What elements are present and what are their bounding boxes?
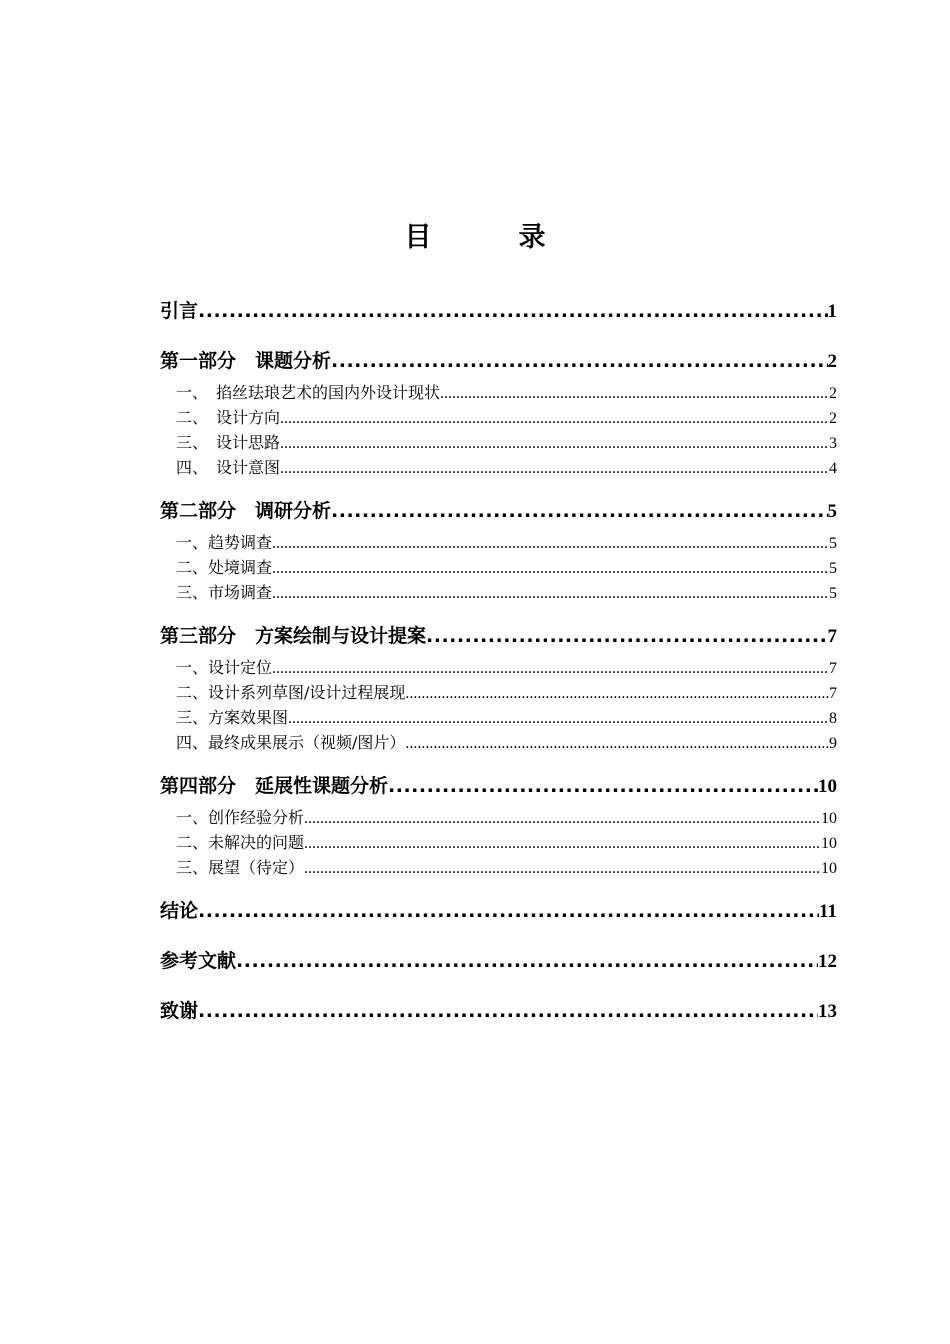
toc-entry-label: 引言	[160, 300, 199, 322]
toc-subentry-label: 三、市场调查	[176, 583, 273, 602]
dot-leader	[272, 656, 829, 680]
toc-entry-label: 第一部分 课题分析	[160, 350, 332, 372]
toc-subentry-label: 一、设计定位	[176, 658, 273, 677]
dot-leader	[304, 806, 821, 830]
toc-subentry-label: 二、 设计方向	[176, 408, 281, 427]
toc-subentry-label: 三、展望（待定）	[176, 858, 305, 877]
dot-leader	[405, 681, 829, 705]
dot-leader	[272, 531, 829, 555]
toc-subentry[interactable]	[160, 730, 837, 755]
toc-subentry[interactable]	[160, 430, 837, 455]
toc-entry-part-1[interactable]	[160, 342, 837, 380]
toc-subentry-page: 9	[829, 735, 837, 752]
dot-leader	[331, 342, 827, 380]
toc-entry-introduction[interactable]	[160, 292, 837, 330]
toc-entry-page: 2	[827, 351, 837, 372]
toc-subentry-page: 7	[829, 685, 837, 702]
toc-subentry-label: 二、处境调查	[176, 558, 273, 577]
toc-entry-page: 1	[827, 301, 837, 322]
dot-leader	[426, 617, 827, 655]
dot-leader	[280, 456, 829, 480]
toc-subentry-page: 7	[829, 660, 837, 677]
toc-entry-references[interactable]	[160, 942, 837, 980]
toc-subentry[interactable]	[160, 380, 837, 405]
toc-subentry[interactable]	[160, 805, 837, 830]
toc-entry-label: 结论	[160, 900, 199, 922]
dot-leader	[304, 831, 821, 855]
dot-leader	[331, 492, 827, 530]
toc-subentry-page: 2	[829, 385, 837, 402]
dot-leader	[272, 581, 829, 605]
toc-entry-page: 5	[827, 501, 837, 522]
toc-subentry-page: 10	[821, 835, 837, 852]
toc-subentry-page: 3	[829, 435, 837, 452]
toc-subentry[interactable]	[160, 580, 837, 605]
toc-subentry-label: 三、方案效果图	[176, 708, 289, 727]
toc-subentry-label: 三、 设计思路	[176, 433, 281, 452]
toc-entry-part-4[interactable]	[160, 767, 837, 805]
toc-entry-page: 12	[818, 951, 837, 972]
toc-subentry-page: 5	[829, 535, 837, 552]
toc-subentry-page: 5	[829, 585, 837, 602]
toc-entry-page: 7	[827, 626, 837, 647]
toc-subentry[interactable]	[160, 680, 837, 705]
dot-leader	[288, 706, 829, 730]
toc-title: 目 录	[404, 222, 576, 253]
toc-subentry-label: 四、 设计意图	[176, 458, 281, 477]
toc-entry-page: 13	[818, 1001, 837, 1022]
toc-entry-acknowledgements[interactable]	[160, 992, 837, 1030]
dot-leader	[198, 892, 819, 930]
dot-leader	[272, 556, 829, 580]
toc-subentry[interactable]	[160, 455, 837, 480]
toc-subentry-label: 二、设计系列草图/设计过程展现	[176, 683, 406, 702]
toc-subentry[interactable]	[160, 655, 837, 680]
dot-leader	[280, 431, 829, 455]
toc-entry-conclusion[interactable]	[160, 892, 837, 930]
toc-subentry-page: 5	[829, 560, 837, 577]
toc-entry-page: 11	[819, 901, 837, 922]
dot-leader	[198, 992, 818, 1030]
toc-subentry-page: 10	[821, 860, 837, 877]
toc-subentry-page: 4	[829, 460, 837, 477]
toc-entry-label: 参考文献	[160, 950, 237, 972]
dot-leader	[388, 767, 818, 805]
toc-subentry-page: 2	[829, 410, 837, 427]
toc-subentry-label: 一、趋势调查	[176, 533, 273, 552]
toc-entry-part-3[interactable]	[160, 617, 837, 655]
toc-subentry[interactable]	[160, 530, 837, 555]
toc-subentry-label: 二、未解决的问题	[176, 833, 305, 852]
toc-subentry-label: 一、 掐丝珐琅艺术的国内外设计现状	[176, 383, 441, 402]
toc-subentry-label: 一、创作经验分析	[176, 808, 305, 827]
dot-leader	[236, 942, 818, 980]
toc-subentry[interactable]	[160, 855, 837, 880]
dot-leader	[280, 406, 829, 430]
dot-leader	[440, 381, 829, 405]
toc-subentry-page: 8	[829, 710, 837, 727]
toc-subentry[interactable]	[160, 555, 837, 580]
toc-entry-label: 致谢	[160, 1000, 199, 1022]
toc-subentry-page: 10	[821, 810, 837, 827]
dot-leader	[405, 731, 829, 755]
dot-leader	[198, 292, 827, 330]
toc-entry-label: 第二部分 调研分析	[160, 500, 332, 522]
dot-leader	[304, 856, 821, 880]
toc-entry-label: 第四部分 延展性课题分析	[160, 775, 389, 797]
toc-subentry[interactable]	[160, 705, 837, 730]
toc-subentry[interactable]	[160, 405, 837, 430]
toc-subentry[interactable]	[160, 830, 837, 855]
table-of-contents	[160, 292, 837, 1030]
toc-entry-label: 第三部分 方案绘制与设计提案	[160, 625, 427, 647]
toc-entry-part-2[interactable]	[160, 492, 837, 530]
toc-entry-page: 10	[818, 776, 837, 797]
toc-subentry-label: 四、最终成果展示（视频/图片）	[176, 733, 406, 752]
